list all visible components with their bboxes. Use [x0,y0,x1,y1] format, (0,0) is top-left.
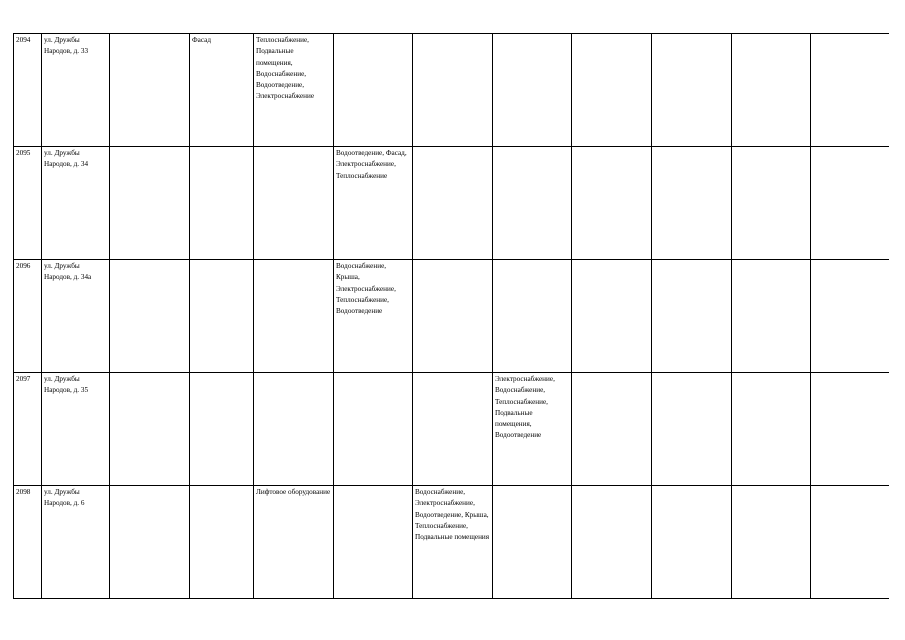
column-7-cell [413,373,493,486]
table-row [14,486,889,599]
cell-text: ул. Дружбы Народов, д. 34а [44,262,92,282]
column-3-cell [110,34,190,147]
address-cell [42,147,110,260]
column-4-cell [190,486,254,599]
cell-text: Электроснабжение, Водоснабжение, Теплоснабжение, Подвальные помещения, Водоотведение [495,375,555,440]
column-12-cell [811,260,889,373]
cell-text: ул. Дружбы Народов, д. 34 [44,149,89,169]
column-7-cell [413,486,493,599]
column-7-cell [413,147,493,260]
cell-text: ул. Дружбы Народов, д. 33 [44,36,89,56]
column-5-cell [254,260,334,373]
column-6-cell [334,260,413,373]
column-8-cell [493,147,572,260]
table-row [14,260,889,373]
column-4-cell [190,373,254,486]
table-row [14,373,889,486]
column-11-cell [732,486,811,599]
column-11-cell [732,34,811,147]
column-10-cell [652,373,732,486]
cell-text: 2095 [16,149,31,157]
column-9-cell [572,373,652,486]
column-10-cell [652,147,732,260]
cell-text: Фасад [192,36,211,44]
address-cell [42,373,110,486]
table-row [14,147,889,260]
cell-text: ул. Дружбы Народов, д. 35 [44,375,89,395]
row-number-cell [14,147,42,260]
column-7-cell [413,260,493,373]
column-3-cell [110,373,190,486]
cell-text: Водоснабжение, Крыша, Электроснабжение, Теплоснабжение, Водоотведение [336,262,396,316]
column-8-cell [493,260,572,373]
column-6-cell [334,486,413,599]
column-12-cell [811,147,889,260]
document-page [13,33,888,599]
column-12-cell [811,34,889,147]
column-8-cell [493,34,572,147]
column-5-cell [254,147,334,260]
column-4-cell [190,147,254,260]
column-12-cell [811,486,889,599]
column-11-cell [732,147,811,260]
cell-text: Водоотведение, Фасад, Электроснабжение, Теплоснабжение [336,149,407,180]
column-8-cell [493,373,572,486]
column-9-cell [572,147,652,260]
column-10-cell [652,260,732,373]
cell-text: ул. Дружбы Народов, д. 6 [44,488,85,508]
row-number-cell [14,373,42,486]
column-10-cell [652,34,732,147]
cell-text: Теплоснабжение, Подвальные помещения, Водоснабжение, Водоотведение, Электроснабжение [256,36,315,101]
table-row [14,34,889,147]
column-11-cell [732,373,811,486]
repair-schedule-table [13,33,889,599]
column-5-cell [254,373,334,486]
cell-text: Водоснабжение, Электроснабжение, Водоотведение, Крыша, Теплоснабжение, Подвальные помещения [415,488,490,542]
column-10-cell [652,486,732,599]
table-body [14,34,889,599]
column-5-cell [254,486,334,599]
column-3-cell [110,486,190,599]
address-cell [42,486,110,599]
row-number-cell [14,34,42,147]
column-11-cell [732,260,811,373]
column-6-cell [334,373,413,486]
row-number-cell [14,260,42,373]
row-number-cell [14,486,42,599]
cell-text: 2097 [16,375,31,383]
column-6-cell [334,147,413,260]
column-9-cell [572,260,652,373]
cell-text: 2096 [16,262,31,270]
cell-text: Лифтовое оборудование [256,488,331,496]
column-3-cell [110,147,190,260]
column-4-cell [190,260,254,373]
column-5-cell [254,34,334,147]
column-4-cell [190,34,254,147]
address-cell [42,34,110,147]
column-3-cell [110,260,190,373]
column-6-cell [334,34,413,147]
column-8-cell [493,486,572,599]
cell-text: 2094 [16,36,31,44]
column-12-cell [811,373,889,486]
address-cell [42,260,110,373]
column-9-cell [572,34,652,147]
cell-text: 2098 [16,488,31,496]
column-7-cell [413,34,493,147]
column-9-cell [572,486,652,599]
